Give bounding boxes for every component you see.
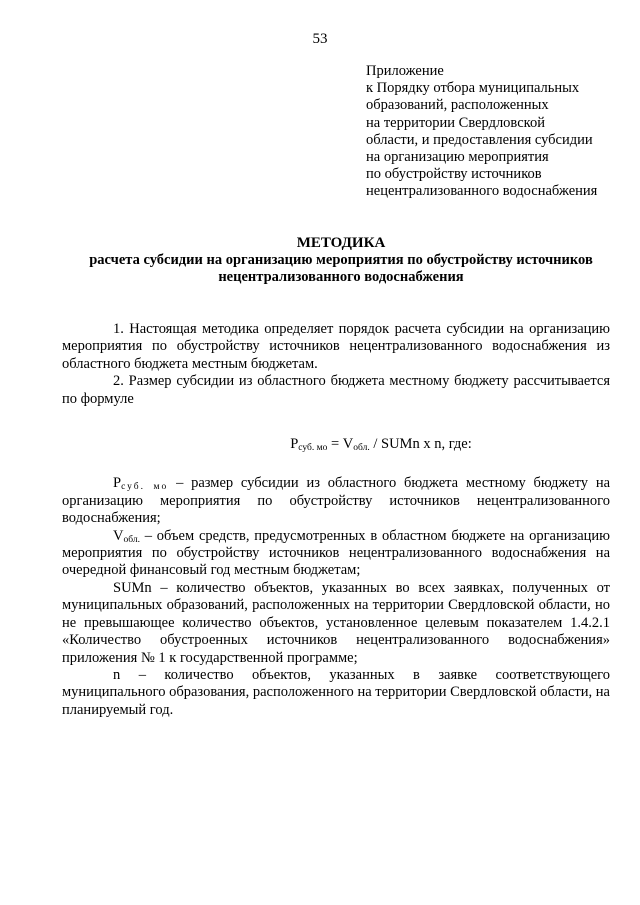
definition-sumn: SUMn – количество объектов, указанных во всех заявках, полученных от муниципальных образований, расположенных на территории Свердловской области, но не превышающее количество объектов, установленное целевым показателем 1.4.2.1 «Количество обустроенных источников нецентрализованного водоснабжения» приложения № 1 к государственной программе; xyxy=(62,579,610,666)
paragraph-1: 1. Настоящая методика определяет порядок расчета субсидии на организацию мероприятия по обустройству источников нецентрализованного водоснабжения из областного бюджета местным бюджетам. xyxy=(62,321,610,372)
document-body xyxy=(62,321,610,719)
title-sub-line: расчета субсидии на организацию мероприятия по обустройству источников xyxy=(89,252,593,268)
appendix-line: области, и предоставления субсидии xyxy=(366,131,593,148)
paragraph-2: 2. Размер субсидии из областного бюджета местному бюджету рассчитывается по формуле xyxy=(62,373,610,407)
title-subtitle xyxy=(60,252,622,286)
formula-p: P xyxy=(290,436,299,453)
appendix-header xyxy=(366,63,636,201)
appendix-line: на территории Свердловской xyxy=(366,114,545,131)
formula xyxy=(62,436,610,453)
appendix-line: нецентрализованного водоснабжения xyxy=(366,183,598,200)
formula-p-sub: суб. мо xyxy=(298,443,328,454)
formula-v-sub: обл. xyxy=(353,443,370,454)
definition-v-sub: обл. xyxy=(123,534,140,545)
definition-p-sub: суб. мо xyxy=(121,482,169,493)
definition-v-symbol: V xyxy=(113,527,124,544)
appendix-line: к Порядку отбора муниципальных xyxy=(366,80,580,97)
title-sub-line: нецентрализованного водоснабжения xyxy=(218,269,464,285)
title-main: МЕТОДИКА xyxy=(296,235,386,251)
definition-p-symbol: P xyxy=(113,475,122,492)
formula-middle: = V xyxy=(327,436,354,453)
definition-v xyxy=(62,528,610,580)
definition-p-text: – размер субсидии из областного бюджета местному бюджету на организацию мероприятия по обустройству источников нецентрализованного водоснабжения; xyxy=(62,475,611,527)
formula-rest: / SUMn x n, где: xyxy=(369,436,472,453)
appendix-line: Приложение xyxy=(366,63,444,79)
page-number: 53 xyxy=(312,31,328,47)
appendix-line: по обустройству источников xyxy=(366,166,542,183)
appendix-line: образований, расположенных xyxy=(366,97,549,114)
appendix-line: на организацию мероприятия xyxy=(366,149,549,166)
definition-n: n – количество объектов, указанных в заявке соответствующего муниципального образования, расположенного на территории Свердловской области, на планируемый год. xyxy=(62,666,610,718)
definition-p xyxy=(62,475,610,527)
definition-v-text: – объем средств, предусмотренных в областном бюджете на организацию мероприятия по обустройству источников нецентрализованного водоснабжения на очередной финансовый год местным бюджетам; xyxy=(62,527,610,579)
document-title xyxy=(60,234,622,286)
